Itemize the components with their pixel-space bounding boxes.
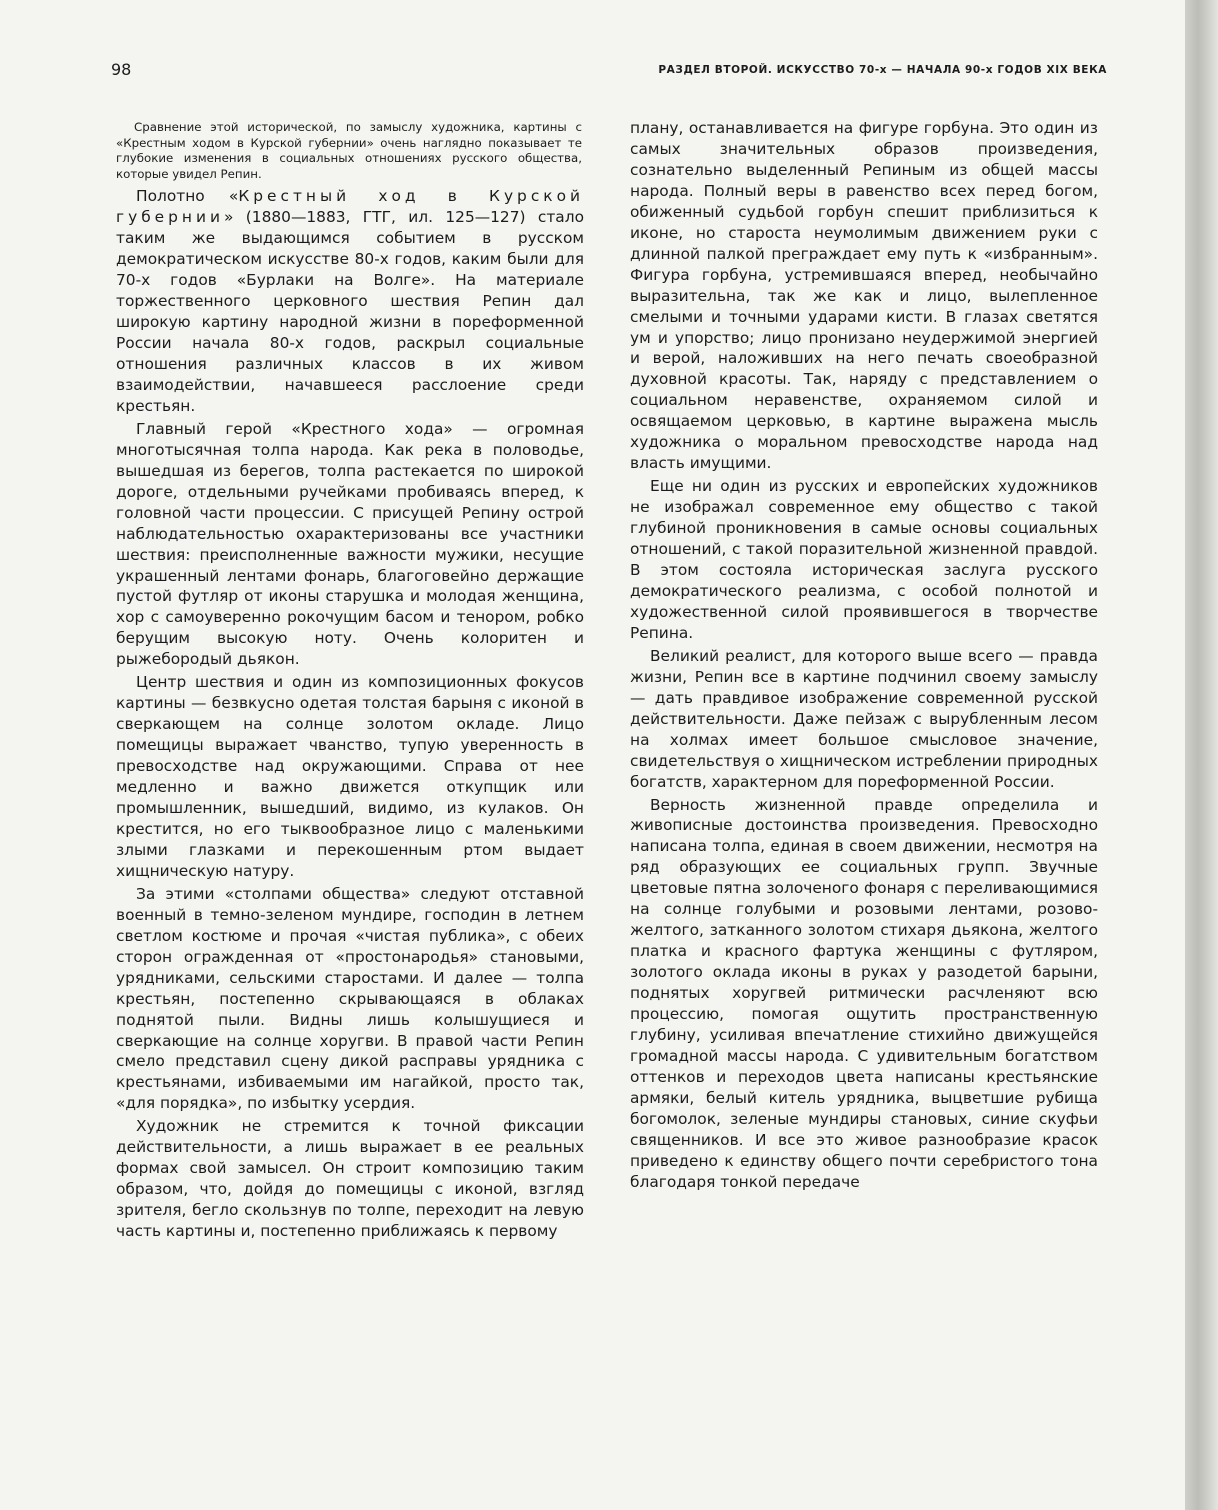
painting-title: Крестный ход в Курской губернии bbox=[116, 187, 585, 227]
paragraph: Главный герой «Крестного хода» — огромная многотысячная толпа народа. Как река в половодье, вышедшая из берегов, толпа растекается по широкой дороге, отдельными ручейками пробиваясь вперед, к головной части процессии. С присущей Репину острой наблюдательностью охарактеризованы все участники шествия: преисполненные важности мужики, несущие украшенный лентами фонарь, благоговейно держащие пустой футляр от иконы старушка и молодая женщина, хор с самоуверенно рокочущим басом и тенором, робко берущим высокую ноту. Очень колоритен и рыжебородый дьякон. bbox=[116, 419, 584, 669]
book-spine-edge bbox=[1185, 0, 1218, 1510]
paragraph: Центр шествия и один из композиционных фокусов картины — безвкусно одетая толстая барыня с иконой в сверкающем на солнце золотом окладе. Лицо помещицы выражает чванство, тупую уверенность в превосходстве над окружающими. Справа от нее медленно и важно движется откупщик или промышленник, вышедший, видимо, из кулаков. Он крестится, но его тыквообразное лицо с маленькими злыми глазками и перекошенным ртом выдает хищническую натуру. bbox=[116, 673, 584, 880]
paragraph-continued: плану, останавливается на фигуре горбуна. Это один из самых значительных образов произведения, сознательно выделенный Репиным из общей массы народа. Полный веры в равенство всех перед богом, обиженный судьбой горбун спешит приблизиться к иконе, но староста неумолимым движением руки с длинной палкой преграждает ему путь к «избранным». Фигура горбуна, устремившаяся вперед, необычайно выразительна, так же как и лицо, вылепленное смелыми и точными ударами кисти. В глазах светятся ум и упорство; лицо пронизано неудержимой энергией и верой, наложивших на него печать своеобразной духовной красоты. Так, наряду с представлением о социальном неравенстве, охраняемом силой и освящаемом церковью, в картине выражена мысль художника о моральном превосходстве народа над власть имущими. bbox=[630, 119, 1098, 473]
paragraph: Художник не стремится к точной фиксации действительности, а лишь выражает в ее реальных формах свой замысел. Он строит композицию таким образом, что, дойдя до помещицы с иконой, взгляд зрителя, бегло скользнув по толпе, переходит на левую часть картины и, постепенно приближаясь к первому bbox=[116, 1117, 584, 1241]
paragraph: Еще ни один из русских и европейских художников не изображал современное ему общество с такой глубиной проникновения в самые основы социальных отношений, с такой поразительной жизненной правдой. В этом состояла историческая заслуга русского демократического реализма, с особой полнотой и художественной силой проявившегося в творчестве Репина. bbox=[630, 477, 1098, 642]
page-number: 98 bbox=[111, 60, 132, 79]
left-column bbox=[116, 120, 584, 1242]
running-header: РАЗДЕЛ ВТОРОЙ. ИСКУССТВО 70-х — НАЧАЛА 90-х ГОДОВ XIX ВЕКА bbox=[658, 64, 1107, 76]
paragraph: Великий реалист, для которого выше всего — правда жизни, Репин все в картине подчинил своему замыслу — дать правдивое изображение современной русской действительности. Даже пейзаж с вырубленным лесом на холмах имеет большое смысловое значение, свидетельствуя о хищническом истреблении природных богатств, характерном для пореформенной России. bbox=[630, 646, 1098, 791]
illustration-caption: Сравнение этой исторической, по замыслу художника, картины с «Крестным ходом в Курской губернии» очень наглядно показывает те глубокие изменения в социальных отношениях русского общества, которые увидел Репин. bbox=[116, 120, 582, 181]
paragraph: За этими «столпами общества» следуют отставной военный в темно-зеленом мундире, господин в летнем светлом костюме и прочая «чистая публика», с обеих сторон огражденная от «простонародья» становыми, урядниками, сельскими старостами. И далее — толпа крестьян, постепенно скрывающаяся в облаках поднятой пыли. Видны лишь колышущиеся и сверкающие на солнце хоругви. В правой части Репин смело представил сцену дикой расправы урядника с крестьянами, избиваемыми им нагайкой, просто так, «для порядка», по избытку усердия. bbox=[116, 884, 584, 1113]
right-column bbox=[630, 118, 1098, 1193]
paragraph-text: » (1880—1883, ГТГ, ил. 125—127) стало таким же выдающимся событием в русском демократическом искусстве 80-х годов, каким были для 70-х годов «Бурлаки на Волге». На материале торжественного церковного шествия Репин дал широкую картину народной жизни в пореформенной России начала 80-х годов, раскрыл социальные отношения различных классов в их живом взаимодействии, начавшееся расслоение среди крестьян. bbox=[116, 208, 584, 415]
paragraph: Верность жизненной правде определила и живописные достоинства произведения. Превосходно написана толпа, единая в своем движении, несмотря на ряд образующих ее социальных групп. Звучные цветовые пятна золоченого фонаря с переливающимися на солнце голубыми и розовыми лентами, розово-желтого, затканного золотом стихаря дьякона, желтого платка и красного фартука женщины с футляром, золотого оклада иконы в руках у разодетой барыни, поднятых хоругвей ритмически расчленяют всю процессию, помогая ощутить пространственную глубину, усиливая впечатление стихийно движущейся громадной массы народа. С удивительным богатством оттенков и переходов цвета написаны крестьянские армяки, белый китель урядника, выцветшие рубища богомолок, зеленые мундиры становых, синие скуфьи священников. И все это живое разнообразие красок приведено к единству общего почти серебристого тона благодаря тонкой передаче bbox=[630, 795, 1098, 1191]
paragraph: Полотно «Крестный ход в Курской губернии» (1880—1883, ГТГ, ил. 125—127) стало таким же выдающимся событием в русском демократическом искусстве 80-х годов, каким были для 70-х годов «Бурлаки на Волге». На материале торжественного церковного шествия Репин дал широкую картину народной жизни в пореформенной России начала 80-х годов, раскрыл социальные отношения различных классов в их живом взаимодействии, начавшееся расслоение среди крестьян. bbox=[116, 187, 585, 415]
